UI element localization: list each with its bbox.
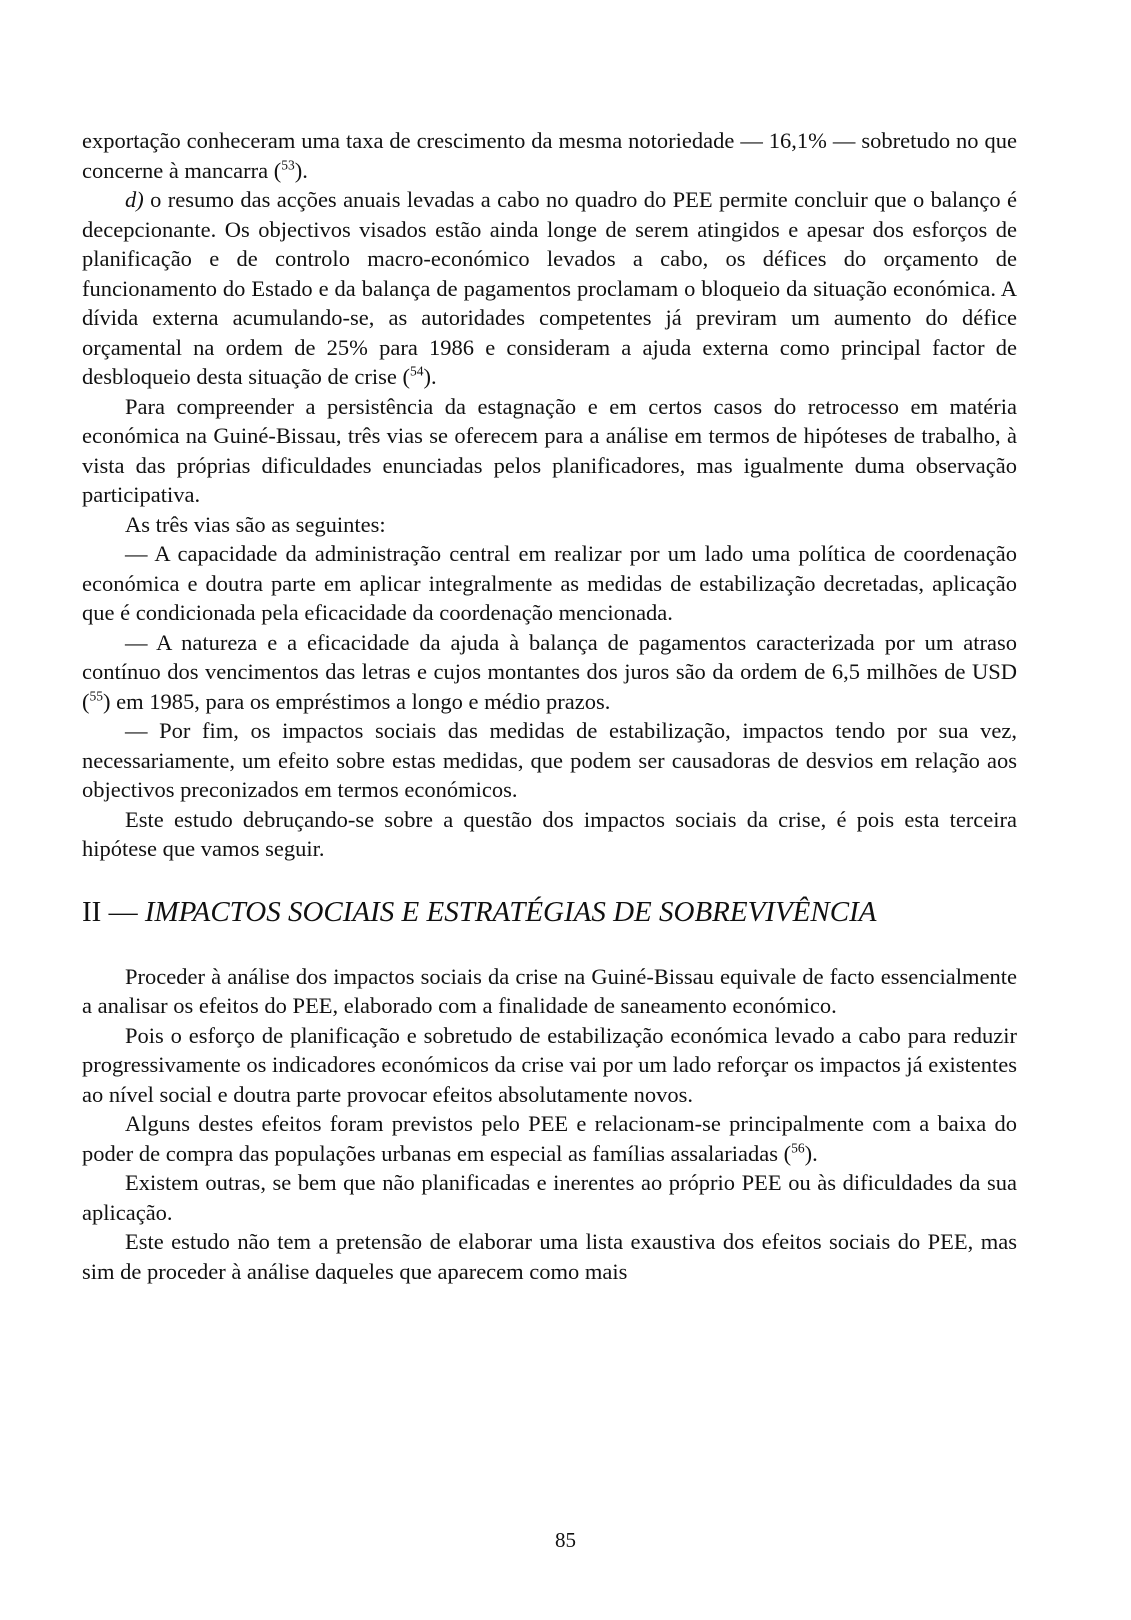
text-run: ) em 1985, para os empréstimos a longo e médio prazos. xyxy=(103,688,611,714)
text-run: Alguns destes efeitos foram previstos pelo PEE e relacionam-se principalmente com a baixa do poder de compra das populações urbanas em especial as famílias assalariadas ( xyxy=(82,1111,1017,1166)
paragraph xyxy=(82,1168,1017,1227)
section-heading-prefix: II — xyxy=(82,895,145,928)
text-run: Pois o esforço de planificação e sobretudo de estabilização económica levado a cabo para reduzir progressivamente os indicadores económicos da crise vai por um lado reforçar os impactos já existentes ao nível social e doutra parte provocar efeitos absolutamente novos. xyxy=(82,1022,1017,1107)
paragraphs-top xyxy=(82,126,1017,864)
footnote-ref: 54 xyxy=(410,363,424,379)
footnote-ref: 53 xyxy=(281,157,295,172)
page-number: 85 xyxy=(555,1528,576,1552)
text-run: — A natureza e a eficacidade da ajuda à balança de pagamentos caracterizada por um atraso contínuo dos vencimentos das letras e cujos montantes dos juros são da ordem de 6,5 milhões de USD ( xyxy=(82,629,1017,714)
footnote-ref: 55 xyxy=(89,688,103,703)
paragraph xyxy=(82,539,1017,628)
paragraph xyxy=(82,392,1017,510)
paragraph xyxy=(82,510,1017,540)
paragraph xyxy=(82,185,1017,392)
text-run: Este estudo não tem a pretensão de elaborar uma lista exaustiva dos efeitos sociais do PEE, mas sim de proceder à análise daqueles que aparecem como mais xyxy=(82,1229,1017,1284)
text-run: Este estudo debruçando-se sobre a questão dos impactos sociais da crise, é pois esta terceira hipótese que vamos seguir. xyxy=(82,806,1017,861)
text-run: o resumo das acções anuais levadas a cabo no quadro do PEE permite concluir que o balanço é decepcionante. Os objectivos visados estão ainda longe de serem atingidos e apesar dos esforços de planificação e de controlo macro-económico levados a cabo, os défices do orçamento de funcionamento do Estado e da balança de pagamentos proclamam o bloqueio da situação económica. A dívida externa acumulando-se, as autoridades competentes já previram um aumento do défice orçamental na ordem de 25% para 1986 e consideram a ajuda externa como principal factor de desbloqueio desta situação de crise ( xyxy=(82,187,1017,389)
paragraph xyxy=(82,962,1017,1021)
text-run: Proceder à análise dos impactos sociais da crise na Guiné-Bissau equivale de facto essencialmente a analisar os efeitos do PEE, elaborado com a finalidade de saneamento económico. xyxy=(82,963,1017,1018)
section-heading xyxy=(82,894,1017,930)
paragraphs-bottom xyxy=(82,962,1017,1287)
paragraph xyxy=(82,1021,1017,1110)
paragraph xyxy=(82,1109,1017,1168)
text-run: ). xyxy=(804,1140,818,1166)
text-run: ). xyxy=(294,157,308,183)
list-marker: d) xyxy=(125,187,144,212)
paragraph xyxy=(82,805,1017,864)
section-heading-title: IMPACTOS SOCIAIS E ESTRATÉGIAS DE SOBREVIVÊNCIA xyxy=(144,895,877,928)
body-text xyxy=(82,126,1017,1286)
paragraph xyxy=(82,716,1017,805)
paragraph xyxy=(82,1227,1017,1286)
paragraph xyxy=(82,126,1017,185)
footnote-ref: 56 xyxy=(791,1140,805,1155)
text-run: exportação conheceram uma taxa de crescimento da mesma notoriedade — 16,1% — sobretudo no que concerne à mancarra ( xyxy=(82,128,1017,183)
text-run: Existem outras, se bem que não planificadas e inerentes ao próprio PEE ou às dificuldades da sua aplicação. xyxy=(82,1170,1017,1225)
text-run: ). xyxy=(423,364,437,389)
paragraph xyxy=(82,628,1017,717)
text-run: Para compreender a persistência da estagnação e em certos casos do retrocesso em matéria económica na Guiné-Bissau, três vias se oferecem para a análise em termos de hipóteses de trabalho, à vista das próprias dificuldades enunciadas pelos planificadores, mas igualmente duma observação participativa. xyxy=(82,393,1017,507)
text-run: — Por fim, os impactos sociais das medidas de estabilização, impactos tendo por sua vez, necessariamente, um efeito sobre estas medidas, que podem ser causadoras de desvios em relação aos objectivos preconizados em termos económicos. xyxy=(82,718,1017,802)
text-run: — A capacidade da administração central em realizar por um lado uma política de coordenação económica e doutra parte em aplicar integralmente as medidas de estabilização decretadas, aplicação que é condicionada pela eficacidade da coordenação mencionada. xyxy=(82,541,1017,625)
text-run: As três vias são as seguintes: xyxy=(125,511,386,537)
